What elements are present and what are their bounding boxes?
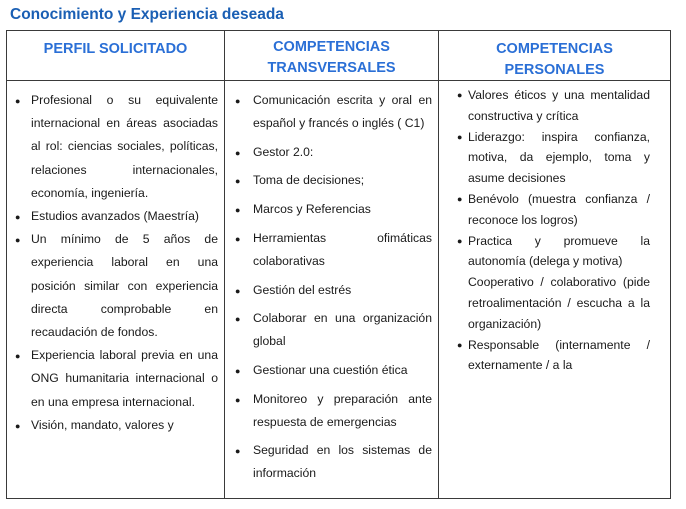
- bullet-icon: ●: [235, 96, 241, 106]
- list-item: ● Monitoreo y preparación ante respuesta de emergencias: [253, 388, 432, 434]
- personal-list: [457, 85, 650, 376]
- bullet-icon: ●: [457, 131, 463, 142]
- bullet-icon: ●: [457, 90, 463, 100]
- column-header: [7, 31, 224, 81]
- bullet-icon: ●: [235, 394, 241, 405]
- list-item: ● Estudios avanzados (Maestría): [31, 205, 218, 228]
- list-item: ● Herramientas ofimáticas colaborativas: [253, 227, 432, 273]
- document-title: Conocimiento y Experiencia deseada: [10, 6, 284, 23]
- bullet-icon: ●: [235, 314, 241, 325]
- column-header-line: COMPETENCIAS: [496, 41, 613, 57]
- list-item: ● Un mínimo de 5 años de experiencia laboral en una posición similar con experiencia directa comprobable en recaudación de fondos.: [31, 228, 218, 344]
- list-item: ● Gestionar una cuestión ética: [253, 359, 432, 382]
- list-item: ● Marcos y Referencias: [253, 198, 432, 221]
- bullet-icon: ●: [235, 365, 241, 376]
- list-item: ● Colaborar en una organización global: [253, 307, 432, 353]
- bullet-icon: ●: [457, 339, 463, 350]
- list-item: ● Valores éticos y una mentalidad constructiva y crítica: [468, 85, 650, 127]
- list-item: ● Experiencia laboral previa en una ONG humanitaria internacional o en una empresa internacional.: [31, 344, 218, 414]
- column-header: [439, 31, 670, 81]
- list-item: ● Practica y promueve la autonomía (delega y motiva): [468, 231, 650, 273]
- column-perfil-solicitado: [7, 31, 224, 498]
- list-item: ● Toma de decisiones;: [253, 169, 432, 192]
- profile-list: [15, 89, 218, 437]
- column-header-line: COMPETENCIAS: [273, 39, 390, 55]
- list-item: ● Gestión del estrés: [253, 279, 432, 302]
- bullet-icon: ●: [15, 212, 21, 223]
- bullet-icon: ●: [235, 147, 241, 158]
- bullet-icon: ●: [235, 176, 241, 187]
- bullet-icon: ●: [235, 205, 241, 216]
- bullet-icon: ●: [15, 351, 21, 362]
- list-item: ● Responsable (internamente / externamente / a la: [468, 335, 650, 377]
- bullet-icon: ●: [457, 193, 463, 204]
- list-item: ● Profesional o su equivalente internacional en áreas asociadas al rol: ciencias sociales, políticas, relaciones internacionales, economía, ingeniería.: [31, 89, 218, 205]
- list-item: ● Benévolo (muestra confianza / reconoce los logros): [468, 189, 650, 231]
- bullet-icon: ●: [235, 446, 241, 457]
- list-item: ● Visión, mandato, valores y: [31, 414, 218, 437]
- column-header-line: TRANSVERSALES: [267, 60, 396, 76]
- bullet-icon: ●: [15, 96, 21, 106]
- list-item: ● Comunicación escrita y oral en español y francés o inglés ( C1): [253, 89, 432, 135]
- column-competencias-transversales: [224, 31, 438, 498]
- list-item: ● Gestor 2.0:: [253, 141, 432, 164]
- column-header-line: PERFIL SOLICITADO: [43, 41, 188, 57]
- bullet-icon: ●: [15, 235, 21, 246]
- column-header-line: PERSONALES: [504, 62, 605, 78]
- bullet-icon: ●: [457, 235, 463, 246]
- list-item: ● Liderazgo: inspira confianza, motiva, da ejemplo, toma y asume decisiones: [468, 127, 650, 189]
- bullet-icon: ●: [235, 233, 241, 244]
- competencies-table: [6, 30, 671, 499]
- list-item: ● Seguridad en los sistemas de información: [253, 439, 432, 485]
- bullet-icon: ●: [235, 285, 241, 296]
- transversal-list: [235, 89, 432, 485]
- list-item: Cooperativo / colaborativo (pide retroalimentación / escucha a la organización): [468, 275, 650, 331]
- column-competencias-personales: [438, 31, 670, 498]
- bullet-icon: ●: [15, 420, 21, 431]
- column-header: [225, 31, 438, 81]
